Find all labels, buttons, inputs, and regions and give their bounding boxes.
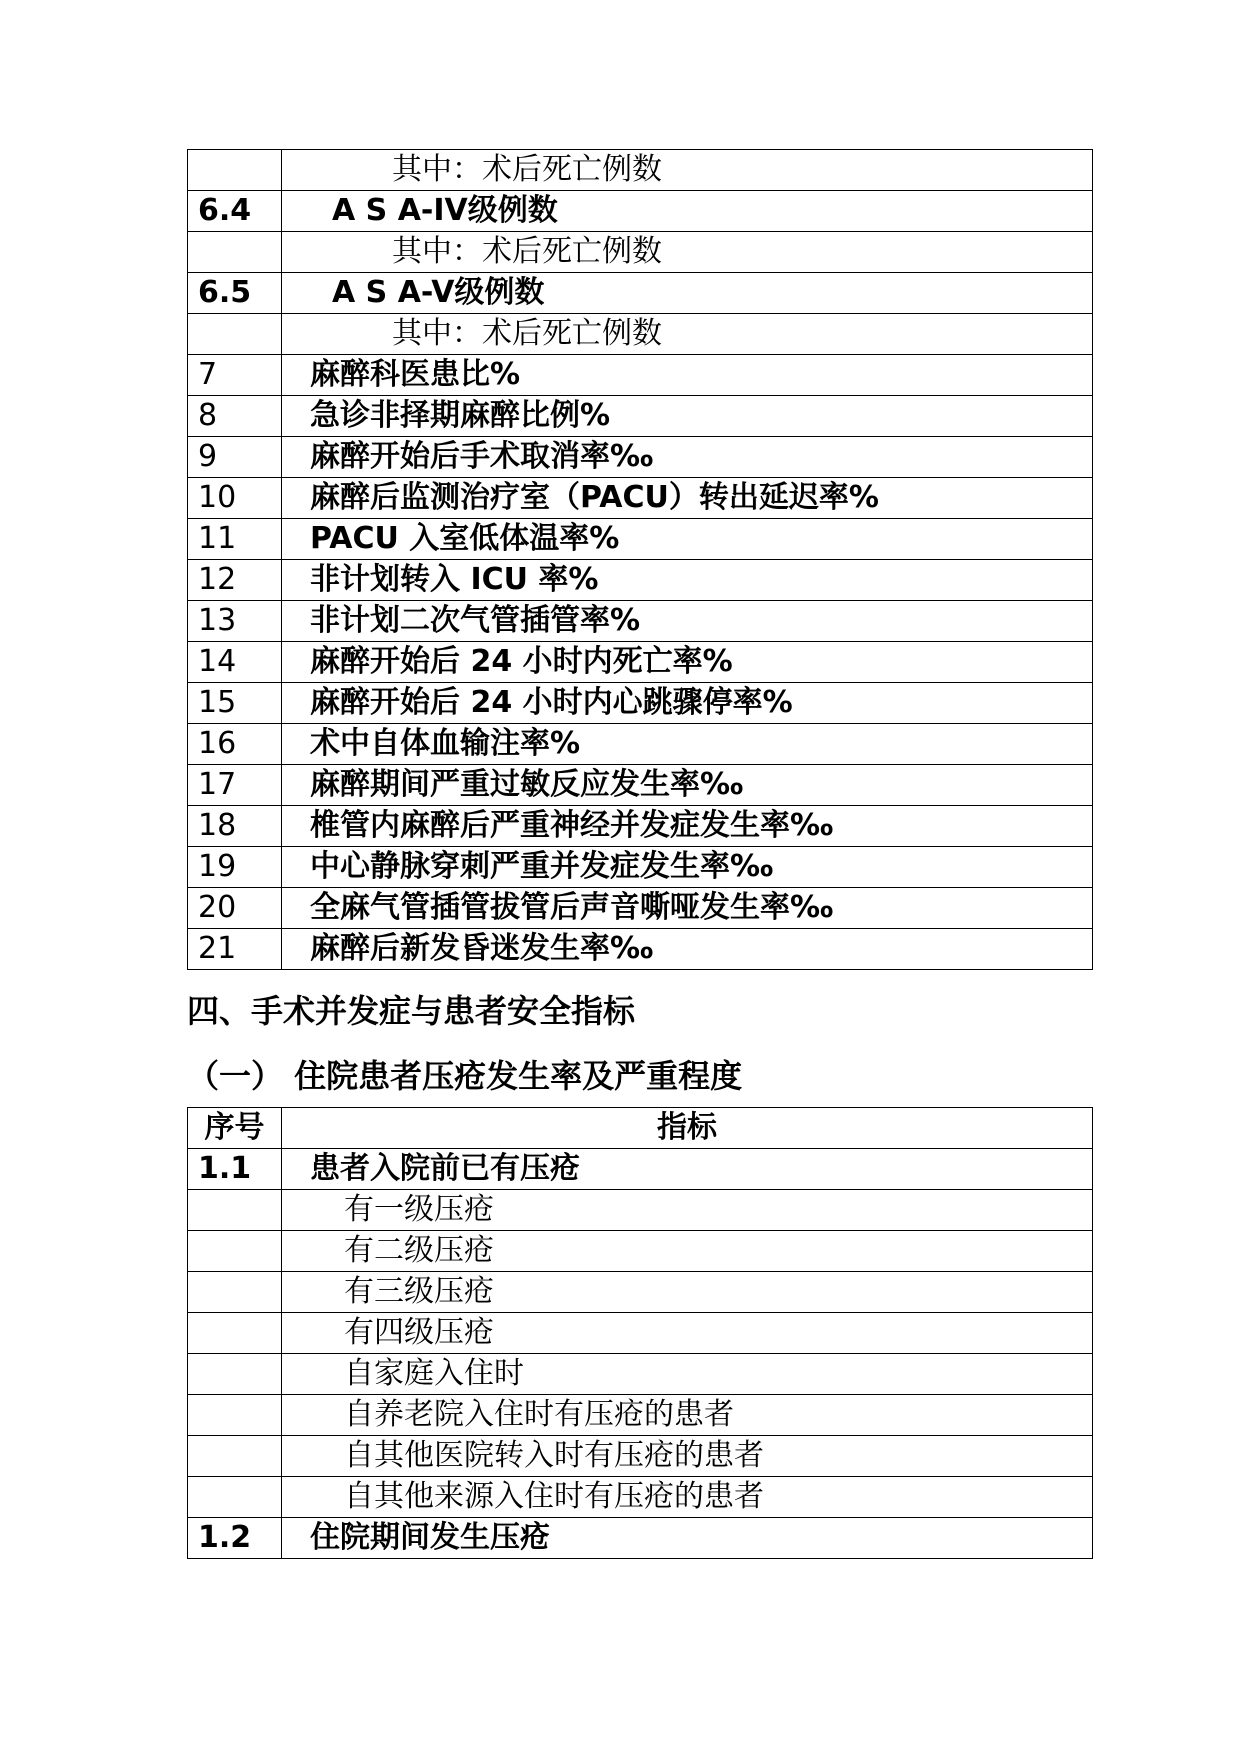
row-indicator: 其中：术后死亡例数 <box>282 232 1093 273</box>
row-indicator: 麻醉开始后 24 小时内死亡率% <box>282 642 1093 683</box>
row-number <box>188 1272 282 1313</box>
row-indicator: 麻醉后监测治疗室（PACU）转出延迟率% <box>282 478 1093 519</box>
row-number <box>188 150 282 191</box>
row-indicator: 麻醉科医患比% <box>282 355 1093 396</box>
table-row <box>188 1354 1093 1395</box>
row-indicator: 患者入院前已有压疮 <box>282 1149 1093 1190</box>
row-number: 20 <box>188 888 282 929</box>
row-indicator: 非计划转入 ICU 率% <box>282 560 1093 601</box>
table-row <box>188 1231 1093 1272</box>
table-row <box>188 314 1093 355</box>
row-number: 21 <box>188 929 282 970</box>
row-indicator: 全麻气管插管拔管后声音嘶哑发生率‰ <box>282 888 1093 929</box>
row-indicator: 自养老院入住时有压疮的患者 <box>282 1395 1093 1436</box>
table-header-row <box>188 1108 1093 1149</box>
row-indicator: 有三级压疮 <box>282 1272 1093 1313</box>
table-row <box>188 478 1093 519</box>
row-number: 11 <box>188 519 282 560</box>
row-number <box>188 1354 282 1395</box>
row-number: 9 <box>188 437 282 478</box>
table-row <box>188 888 1093 929</box>
row-indicator: 住院期间发生压疮 <box>282 1518 1093 1559</box>
row-indicator: 有一级压疮 <box>282 1190 1093 1231</box>
row-indicator: 自其他来源入住时有压疮的患者 <box>282 1477 1093 1518</box>
row-number <box>188 1477 282 1518</box>
table-row <box>188 642 1093 683</box>
table-row <box>188 1518 1093 1559</box>
row-number <box>188 1395 282 1436</box>
row-number: 7 <box>188 355 282 396</box>
row-number: 16 <box>188 724 282 765</box>
table-row <box>188 1272 1093 1313</box>
table-row <box>188 683 1093 724</box>
row-indicator: 术中自体血输注率% <box>282 724 1093 765</box>
row-number: 18 <box>188 806 282 847</box>
table-row <box>188 929 1093 970</box>
table-row <box>188 355 1093 396</box>
table-row <box>188 232 1093 273</box>
row-indicator: 麻醉开始后 24 小时内心跳骤停率% <box>282 683 1093 724</box>
row-number <box>188 1190 282 1231</box>
row-number <box>188 232 282 273</box>
table-row <box>188 150 1093 191</box>
table-row <box>188 273 1093 314</box>
anesthesia-indicators-table <box>187 149 1093 970</box>
table-row <box>188 437 1093 478</box>
row-number: 19 <box>188 847 282 888</box>
table-row <box>188 1190 1093 1231</box>
table-row <box>188 1149 1093 1190</box>
table-row <box>188 1395 1093 1436</box>
row-indicator: 中心静脉穿刺严重并发症发生率‰ <box>282 847 1093 888</box>
table-row <box>188 560 1093 601</box>
table-row <box>188 847 1093 888</box>
row-number <box>188 314 282 355</box>
row-number <box>188 1231 282 1272</box>
row-number: 12 <box>188 560 282 601</box>
table-row <box>188 1477 1093 1518</box>
row-number: 6.4 <box>188 191 282 232</box>
row-number: 6.5 <box>188 273 282 314</box>
subsection-title: （一） 住院患者压疮发生率及严重程度 <box>187 1057 743 1095</box>
row-indicator: PACU 入室低体温率% <box>282 519 1093 560</box>
table-row <box>188 191 1093 232</box>
row-indicator: A S A-V级例数 <box>282 273 1093 314</box>
row-indicator: 其中：术后死亡例数 <box>282 150 1093 191</box>
row-indicator: 急诊非择期麻醉比例% <box>282 396 1093 437</box>
table-row <box>188 806 1093 847</box>
row-indicator: A S A-IV级例数 <box>282 191 1093 232</box>
row-number: 17 <box>188 765 282 806</box>
row-number: 8 <box>188 396 282 437</box>
header-number: 序号 <box>188 1108 282 1149</box>
row-indicator: 麻醉期间严重过敏反应发生率‰ <box>282 765 1093 806</box>
row-number: 15 <box>188 683 282 724</box>
row-indicator: 非计划二次气管插管率% <box>282 601 1093 642</box>
table-row <box>188 519 1093 560</box>
table-row <box>188 1436 1093 1477</box>
row-number <box>188 1313 282 1354</box>
row-indicator: 麻醉后新发昏迷发生率‰ <box>282 929 1093 970</box>
row-number: 14 <box>188 642 282 683</box>
row-indicator: 椎管内麻醉后严重神经并发症发生率‰ <box>282 806 1093 847</box>
row-number: 13 <box>188 601 282 642</box>
row-number: 10 <box>188 478 282 519</box>
table-row <box>188 765 1093 806</box>
row-indicator: 自家庭入住时 <box>282 1354 1093 1395</box>
row-number: 1.2 <box>188 1518 282 1559</box>
header-indicator: 指标 <box>282 1108 1093 1149</box>
pressure-ulcer-table <box>187 1107 1093 1559</box>
row-indicator: 自其他医院转入时有压疮的患者 <box>282 1436 1093 1477</box>
table-row <box>188 396 1093 437</box>
row-number: 1.1 <box>188 1149 282 1190</box>
row-indicator: 其中：术后死亡例数 <box>282 314 1093 355</box>
table-row <box>188 601 1093 642</box>
table-row <box>188 724 1093 765</box>
row-indicator: 有二级压疮 <box>282 1231 1093 1272</box>
section-title: 四、手术并发症与患者安全指标 <box>187 992 636 1030</box>
row-indicator: 麻醉开始后手术取消率‰ <box>282 437 1093 478</box>
row-number <box>188 1436 282 1477</box>
row-indicator: 有四级压疮 <box>282 1313 1093 1354</box>
table-row <box>188 1313 1093 1354</box>
